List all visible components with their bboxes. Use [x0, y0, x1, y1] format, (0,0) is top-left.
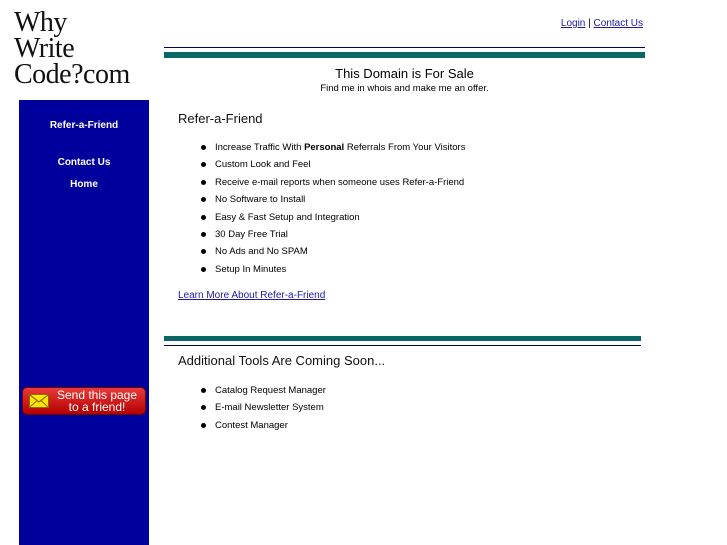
send-button-line-1: Send this page: [56, 388, 138, 402]
send-button-line-2: to a friend!: [68, 400, 126, 414]
send-button-text: [51, 389, 143, 413]
list-item: Contest Manager: [178, 420, 326, 437]
feature-text: Increase Traffic With: [215, 142, 305, 153]
section-divider-thick: [164, 336, 641, 341]
refer-heading: Refer-a-Friend: [178, 111, 263, 126]
link-separator: |: [588, 18, 591, 29]
learn-more-link[interactable]: Learn More About Refer-a-Friend: [178, 290, 326, 301]
contact-us-link[interactable]: Contact Us: [593, 18, 643, 29]
list-item: No Software to Install: [178, 194, 465, 211]
sale-subtitle: Find me in whois and make me an offer.: [320, 83, 489, 94]
tools-heading: Additional Tools Are Coming Soon...: [178, 353, 386, 368]
logo-line-1: Why: [14, 7, 67, 38]
sidebar-item-home[interactable]: Home: [70, 179, 98, 190]
logo-line-2: Write: [14, 33, 75, 64]
list-item: Setup In Minutes: [178, 264, 465, 281]
sidebar-item-refer-a-friend[interactable]: Refer-a-Friend: [49, 120, 119, 131]
feature-text: Referrals From Your Visitors: [344, 142, 466, 153]
list-item: Receive e-mail reports when someone uses Refer-a-Friend: [178, 177, 465, 194]
login-link[interactable]: Login: [560, 18, 586, 29]
list-item: Custom Look and Feel: [178, 159, 465, 176]
list-item: [178, 142, 465, 159]
list-item: Catalog Request Manager: [178, 385, 326, 402]
envelope-icon: [29, 394, 49, 408]
send-to-friend-button[interactable]: [22, 387, 146, 415]
refer-feature-list: [178, 142, 465, 281]
list-item: 30 Day Free Trial: [178, 229, 465, 246]
list-item: E-mail Newsletter System: [178, 402, 326, 419]
list-item: Easy & Fast Setup and Integration: [178, 212, 465, 229]
tools-list: [178, 385, 326, 437]
section-divider-thin: [164, 345, 641, 346]
list-item: No Ads and No SPAM: [178, 246, 465, 263]
header-divider-thick: [164, 52, 645, 58]
sidebar: [19, 100, 149, 545]
logo-line-3: Code?com: [14, 59, 130, 90]
header-divider-thin: [164, 47, 645, 48]
sidebar-item-contact-us[interactable]: Contact Us: [57, 157, 111, 168]
feature-emphasis: Personal: [304, 142, 345, 153]
site-logo[interactable]: [14, 7, 144, 90]
sale-title: This Domain is For Sale: [335, 66, 474, 81]
top-links: [561, 18, 643, 29]
